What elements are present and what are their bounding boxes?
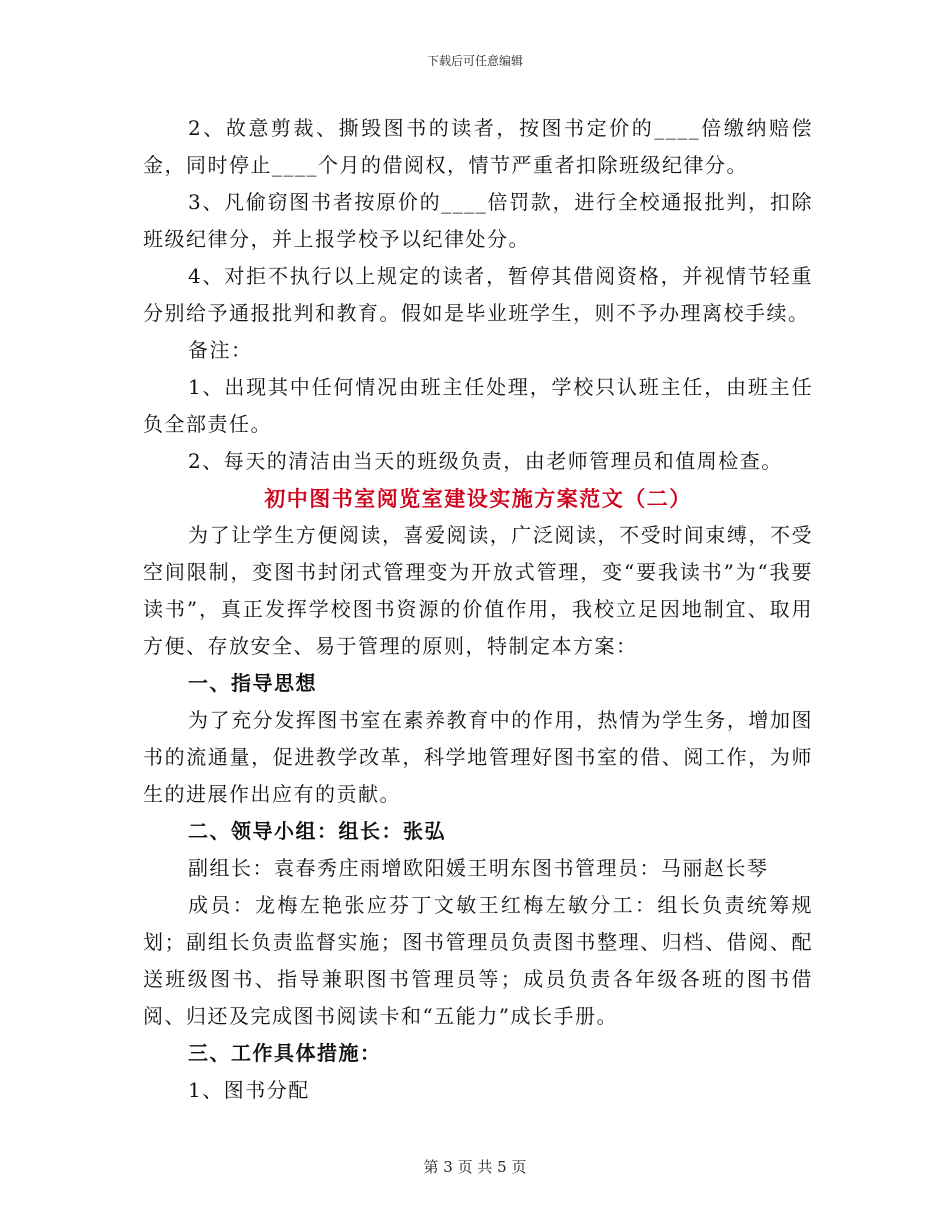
page-header: 下载后可任意编辑 — [426, 54, 523, 68]
section-title: 初中图书室阅览室建设实施方案范文（二） — [264, 486, 692, 511]
heading-guiding-thought: 一、指导思想 — [188, 671, 317, 695]
remark-2: 2、每天的清洁由当天的班级负责，由老师管理员和值周检查。 — [188, 449, 783, 473]
remark-1: 1、出现其中任何情况由班主任处理，学校只认班主任，由班主任负全部责任。 — [143, 375, 813, 436]
deputy-paragraph: 副组长：袁春秀庄雨增欧阳媛王明东图书管理员：马丽赵长琴 — [188, 856, 769, 880]
guiding-paragraph: 为了充分发挥图书室在素养教育中的作用，热情为学生务，增加图书的流通量，促进教学改革，科学地管理好图书室的借、阅工作，为师生的进展作出应有的贡献。 — [143, 708, 813, 806]
remarks-label: 备注： — [188, 338, 253, 362]
intro-paragraph: 为了让学生方便阅读，喜爱阅读，广泛阅读，不受时间束缚，不受空间限制，变图书封闭式管理变为开放式管理，变“要我读书”为“我要读书”，真正发挥学校图书资源的价值作用，我校立足因地制宜、取用方便、存放安全、易于管理的原则，特制定本方案： — [143, 523, 813, 658]
rule-paragraph-4: 4、对拒不执行以上规定的读者，暂停其借阅资格，并视情节轻重分别给予通报批判和教育。假如是毕业班学生，则不予办理离校手续。 — [143, 264, 813, 325]
heading-work-measures: 三、工作具体措施： — [188, 1041, 382, 1065]
item-book-allocation: 1、图书分配 — [188, 1078, 310, 1102]
page-footer: 第 3 页 共 5 页 — [423, 1158, 527, 1176]
rule-paragraph-2: 2、故意剪裁、撕毁图书的读者，按图书定价的____倍缴纳赔偿金，同时停止____个月的借阅权，情节严重者扣除班级纪律分。 — [143, 116, 813, 177]
members-paragraph: 成员：龙梅左艳张应芬丁文敏王红梅左敏分工：组长负责统筹规划；副组长负责监督实施；图书管理员负责图书整理、归档、借阅、配送班级图书、指导兼职图书管理员等；成员负责各年级各班的图书借阅、归还及完成图书阅读卡和“五能力”成长手册。 — [143, 893, 813, 1028]
rule-paragraph-3: 3、凡偷窃图书者按原价的____倍罚款，进行全校通报批判，扣除班级纪律分，并上报学校予以纪律处分。 — [143, 190, 813, 251]
document-body — [143, 110, 813, 1109]
heading-leadership-group: 二、领导小组：组长：张弘 — [188, 819, 446, 843]
